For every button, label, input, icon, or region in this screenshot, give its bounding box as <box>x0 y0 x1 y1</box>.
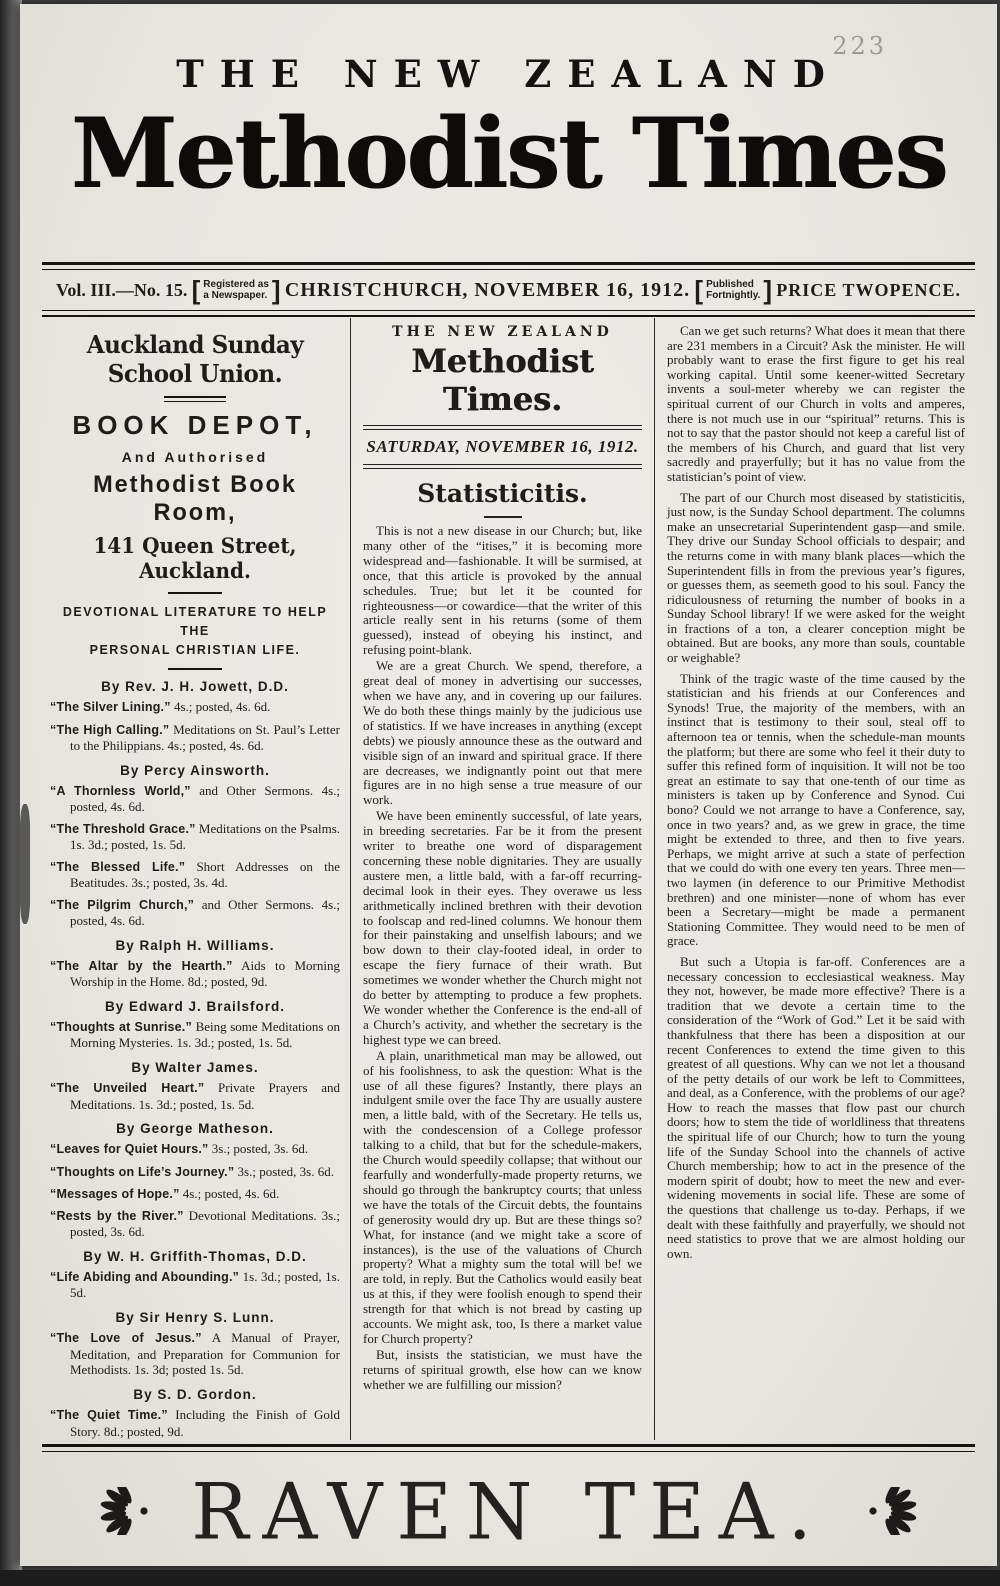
book-title: “The Quiet Time.” <box>50 1408 168 1423</box>
divider-rule <box>168 592 222 594</box>
book-title: “Rests by the River.” <box>50 1209 184 1224</box>
bracket-glyph: ] <box>271 275 281 305</box>
book-listing <box>50 1141 340 1157</box>
book-group <box>50 999 340 1051</box>
book-group <box>50 1249 340 1301</box>
book-group <box>50 1121 340 1240</box>
ad-tagline <box>50 603 340 659</box>
book-title: “The Blessed Life.” <box>50 859 186 874</box>
book-desc: Meditations on St. Paul’s Letter to the Philippians. 4s.; posted, 4s. 6d. <box>70 721 341 753</box>
book-listing <box>50 1208 340 1240</box>
book-listing <box>50 821 340 853</box>
fan-ornament-icon <box>99 1487 153 1535</box>
book-desc: and Other Sermons. 4s.; posted, 4s. 6d. <box>70 782 341 814</box>
book-title: “A Thornless World,” <box>50 783 191 798</box>
book-listing <box>50 699 340 715</box>
book-listing <box>50 1186 340 1202</box>
masthead-rule <box>42 262 975 270</box>
article-paragraph: The part of our Church most diseased by statisticitis, just now, is the Sunday School department. The columns make an unsecretarial Superintendent gasp—and smile. They drive our Sunday School officials to despair; and the returns come in with many blank places—which the Superintendent fills in from the previous year’s figures, or guesses them, as seemeth good to his soul. Fancy the ridiculousness of returning the number of books in a Sunday School library! If we were asked for the weight in fractions of a ton, a clearer conception might be obtained. But are books, any more than souls, countable or weighable? <box>667 489 965 666</box>
book-listing <box>50 859 340 891</box>
author-heading: By Ralph H. Williams. <box>115 938 275 954</box>
dateline-rule <box>42 310 975 317</box>
divider-rule <box>164 396 226 402</box>
book-listing <box>50 1407 340 1439</box>
paper-kicker: THE NEW ZEALAND <box>392 324 613 340</box>
book-desc: Private Prayers and Meditations. 1s. 3d.; posted, 1s. 5d. <box>70 1080 340 1112</box>
book-desc: 3s.; posted, 3s. 6d. <box>211 1141 309 1157</box>
newspaper-page <box>20 4 997 1566</box>
dateline-row <box>42 272 975 308</box>
book-listing <box>50 783 340 815</box>
published-line2: Fortnightly. <box>706 290 761 301</box>
scan-smudge <box>20 804 30 924</box>
article-paragraph: This is not a new disease in our Church; but, like many other of the “itises,” it is becoming more widespread and—fashionable. It will be surmised, at once, that this article is provoked by the annual schedules. True; but let it be counted for righteousness—or cowardice—that the writer of this article really sent in his returns (some of them guessed), instead of obeying his instinct, and refusing point-blank. <box>363 523 642 658</box>
book-desc: A Manual of Prayer, Meditation, and Preparation for Communion for Methodists. 1s. 3d; posted 1s. 5d. <box>70 1330 340 1378</box>
bracket-glyph: ] <box>763 275 773 305</box>
registered-note <box>192 277 281 303</box>
book-title: “The Silver Lining.” <box>50 700 171 715</box>
author-heading: By Edward J. Brailsford. <box>104 999 286 1015</box>
paper-title: Methodist Times. <box>411 342 594 418</box>
book-desc: 1s. 3d.; posted, 1s. 5d. <box>70 1269 340 1301</box>
author-heading: By George Matheson. <box>116 1121 274 1137</box>
book-listing <box>50 1019 340 1051</box>
scan-edge-left <box>0 0 22 1586</box>
author-heading: By Sir Henry S. Lunn. <box>115 1310 275 1326</box>
book-desc: Meditations on the Psalms. 1s. 3d.; posted, 1s. 5d. <box>70 820 341 852</box>
ad-tagline-line2: PERSONAL CHRISTIAN LIFE. <box>89 642 301 657</box>
center-column-editorial <box>350 318 655 1440</box>
book-desc: 4s.; posted, 4s. 6d. <box>173 699 271 715</box>
article-paragraph: We have been eminently successful, of late years, in breeding secretaries. Far be it from the present writer to breathe one word of disparagement concerning these noble dignitaries. They are usually austere men, a little bald, with a far-off recurring-decimal look in their eyes. They overawe us less arithmetically inclined brethren with their devotion to foolscap and red-lined columns. We honour them for their painstaking and unselfish labours; and we bow down to their clay-footed ideal, in order to escape the fiery furnace of their wrath. But sometimes we wonder whether the Church might not do better by attempting to produce a few prophets. We wonder whether the Conference is the end-all of a Church’s activity, and whether the secretary is the highest type we can breed. <box>363 808 642 1047</box>
masthead <box>20 52 997 210</box>
ad-authorised: And Authorised <box>121 449 269 465</box>
divider-rule <box>168 668 222 670</box>
ad-tagline-line1: DEVOTIONAL LITERATURE TO HELP THE <box>62 605 328 638</box>
book-title: “Life Abiding and Abounding.” <box>50 1270 240 1285</box>
book-desc: Aids to Morning Worship in the Home. 8d.; posted, 9d. <box>70 958 340 990</box>
registered-line2: a Newspaper. <box>203 290 268 301</box>
article-paragraph: A plain, unarithmetical man may be allowed, out of his foolishness, to ask the question: What is the use of all these figures? Instantly, there plays an indulgent smile over the face Thy are usually austere men, a little bald, with of the Secretary. He tells us, with the condescension of a College professor talking to a child, that but for the schedule-makers, the Church would speedily collapse; that without our fearfully and wonderfully-made property returns, we should go through the bankruptcy courts; that unless we have the totals of the Circuit debts, the fountains of generosity would dry up. But are these things so? What, for instance (and we might take a score of instances), is the use of the valuations of Church property? What a mighty sum the total will be! we are told, in reply. But the Catholics would easily beat us at this, if they were foolish enough to spend their strength for that which is not bread by casting up accounts. We might ask, too, Is there a market value for Church property? <box>363 1047 642 1346</box>
book-desc: and Other Sermons. 4s.; posted, 4s. 6d. <box>70 896 341 929</box>
book-title: “The Unveiled Heart.” <box>50 1081 205 1096</box>
city-dateline: CHRISTCHURCH, NOVEMBER 16, 1912. <box>284 278 691 301</box>
article-paragraph: We are a great Church. We spend, therefore, a great deal of money in advertising our successes, when we have any, and in covering up our failures. We do both these things mainly by the judicious use of statistics. If we have increases in anything (except debts) we piously announce these as the outward and visible sign of an inward and spiritual grace. If there are decreases, we indignantly point out that mere figures are in no high sense a true measure of our work. <box>363 658 642 808</box>
left-column-advertisement <box>42 318 350 1440</box>
ad-heading: Auckland Sunday School Union. <box>86 330 304 388</box>
article-paragraph: But, insists the statistician, we must have the returns of spiritual growth, else how can we know whether we are fulfilling our mission? <box>363 1346 642 1392</box>
book-title: “The High Calling.” <box>50 722 170 737</box>
book-listing <box>50 1269 340 1301</box>
footer-rule <box>42 1444 975 1452</box>
book-group <box>50 1387 340 1439</box>
book-desc: Devotional Meditations. 3s.; posted, 3s. 6d. <box>70 1208 340 1240</box>
book-listing <box>50 722 340 754</box>
price-label: PRICE TWOPENCE. <box>776 279 961 300</box>
ad-book-depot: BOOK DEPOT, <box>72 410 318 440</box>
fan-ornament-icon <box>864 1487 918 1535</box>
book-listing <box>50 1080 340 1112</box>
book-title: “The Altar by the Hearth.” <box>50 959 233 974</box>
book-title: “The Pilgrim Church,” <box>50 897 195 912</box>
published-line1: Published <box>706 278 754 290</box>
article-body <box>363 524 642 1393</box>
book-title: “The Threshold Grace.” <box>50 821 196 836</box>
book-group <box>50 679 340 753</box>
book-desc: 4s.; posted, 4s. 6d. <box>182 1185 280 1201</box>
book-desc: Short Addresses on the Beatitudes. 3s.; posted, 3s. 4d. <box>70 858 341 891</box>
book-desc: 3s.; posted, 3s. 6d. <box>237 1163 334 1179</box>
book-title: “Leaves for Quiet Hours.” <box>50 1142 209 1157</box>
book-title: “Messages of Hope.” <box>50 1186 180 1201</box>
right-column-editorial <box>655 318 975 1440</box>
article-paragraph: Think of the tragic waste of the time caused by the statistician and his friends at our Conferences and Synods! True, the majority of the members, with an instinct that is testimony to their soul, steal off to afternoon tea or tennis, when the schedule-man mounts the platform; but there are some who feel it their duty to suffer this refined form of inquisition. It will not be too great an estimate to say that one-tenth of our time as ministers is taken up by Conference and Synod. Cui bono? Could we not arrange to have a Conference, say, once in two years? and, as we grew in grace, the time might be extended to three, and then to five years. Perhaps, we might arrive at such a state of perfection that we could do with one every ten years. Three men—two laymen (in deference to our Primitive Methodist brethren) and one minister—none of whom has ever been a Secretary—might be made a permanent Stationing Committee. They would need to be men of grace. <box>667 670 965 949</box>
author-heading: By S. D. Gordon. <box>133 1387 257 1403</box>
book-desc: Including the Finish of Gold Story. 8d.; posted, 9d. <box>70 1407 341 1439</box>
book-listing <box>50 1330 340 1378</box>
book-group <box>50 938 340 990</box>
book-desc: Being some Meditations on Morning Mysteries. 1s. 3d.; posted, 1s. 5d. <box>70 1019 340 1051</box>
divider-rule <box>484 516 522 518</box>
columns-container <box>42 318 975 1440</box>
ad-address: 141 Queen Street, Auckland. <box>93 533 297 583</box>
volume-number: Vol. III.—No. 15. <box>56 279 188 300</box>
book-group <box>50 1310 340 1378</box>
book-listing <box>50 897 340 929</box>
book-listing <box>50 1164 340 1180</box>
masthead-kicker: THE NEW ZEALAND <box>176 52 841 96</box>
registered-line1: Registered as <box>203 278 269 290</box>
issue-date: SATURDAY, NOVEMBER 16, 1912. <box>366 437 639 456</box>
author-heading: By Rev. J. H. Jowett, D.D. <box>101 679 289 695</box>
scan-edge-bottom <box>0 1570 1000 1586</box>
article-headline: Statisticitis. <box>417 479 588 508</box>
published-note <box>694 277 772 303</box>
book-listing <box>50 958 340 990</box>
book-group <box>50 1060 340 1112</box>
author-heading: By Percy Ainsworth. <box>120 762 270 778</box>
book-title: “Thoughts at Sunrise.” <box>50 1020 192 1035</box>
masthead-title: Methodist Times <box>70 97 947 210</box>
raven-tea-advertisement <box>42 1456 975 1566</box>
divider-rule <box>363 464 642 469</box>
ad-book-room: Methodist Book Room, <box>93 471 297 526</box>
article-paragraph: Can we get such returns? What does it mean that there are 231 members in a Circuit? Ask the minister. He will probably want to erase the first figure to get his real working capital. Until some keener-witted Secretary invents a soul-meter whereby we can register the spiritual current of our Church in volts and amperes, there is not much use in our “spiritual” returns. This is not to say that the pastor should not keep a careful list of the members of his Church, and guard that list very sacredly and prayerfully; but it has no value from the statistician’s point of view. <box>667 323 965 484</box>
divider-rule <box>363 425 642 430</box>
author-heading: By Walter James. <box>131 1060 259 1076</box>
raven-tea-text: RAVEN TEA. <box>191 1465 826 1557</box>
book-title: “Thoughts on Life’s Journey.” <box>50 1164 235 1179</box>
bracket-glyph: [ <box>694 275 704 305</box>
page-number: 223 <box>832 32 887 60</box>
article-paragraph: But such a Utopia is far-off. Conferences are a necessary concession to ecclesiastical weakness. May they not, however, be made more effective? There is a tradition that we devote a certain time to the consideration of the “Work of God.” Let it be said with thankfulness that there has been a disposition at our recent Conferences to extend the time given to this greatest of all questions. Why can we not let a thousand of the petty details of our work be left to Committees, and deal, as a Conference, with the problems of our age? How to reach the masses that flow past our church doors; how to stem the tide of worldliness that threatens the spiritual life of our Church; how to turn the young life of the Sunday School into the channels of active Church membership; how to act in the presence of the modern spirit of doubt; how to meet the new and ever-widening movements in social life. These are some of the questions that challenge us to-day. Perhaps, if we dealt with these faithfully and prayerfully, we should not need statistics to prove that we are almost holding our own. <box>667 953 965 1261</box>
article-body-continued <box>667 324 965 1261</box>
book-group <box>50 763 340 929</box>
bracket-glyph: [ <box>191 275 201 305</box>
book-title: “The Love of Jesus.” <box>50 1331 202 1346</box>
author-heading: By W. H. Griffith-Thomas, D.D. <box>83 1249 307 1265</box>
